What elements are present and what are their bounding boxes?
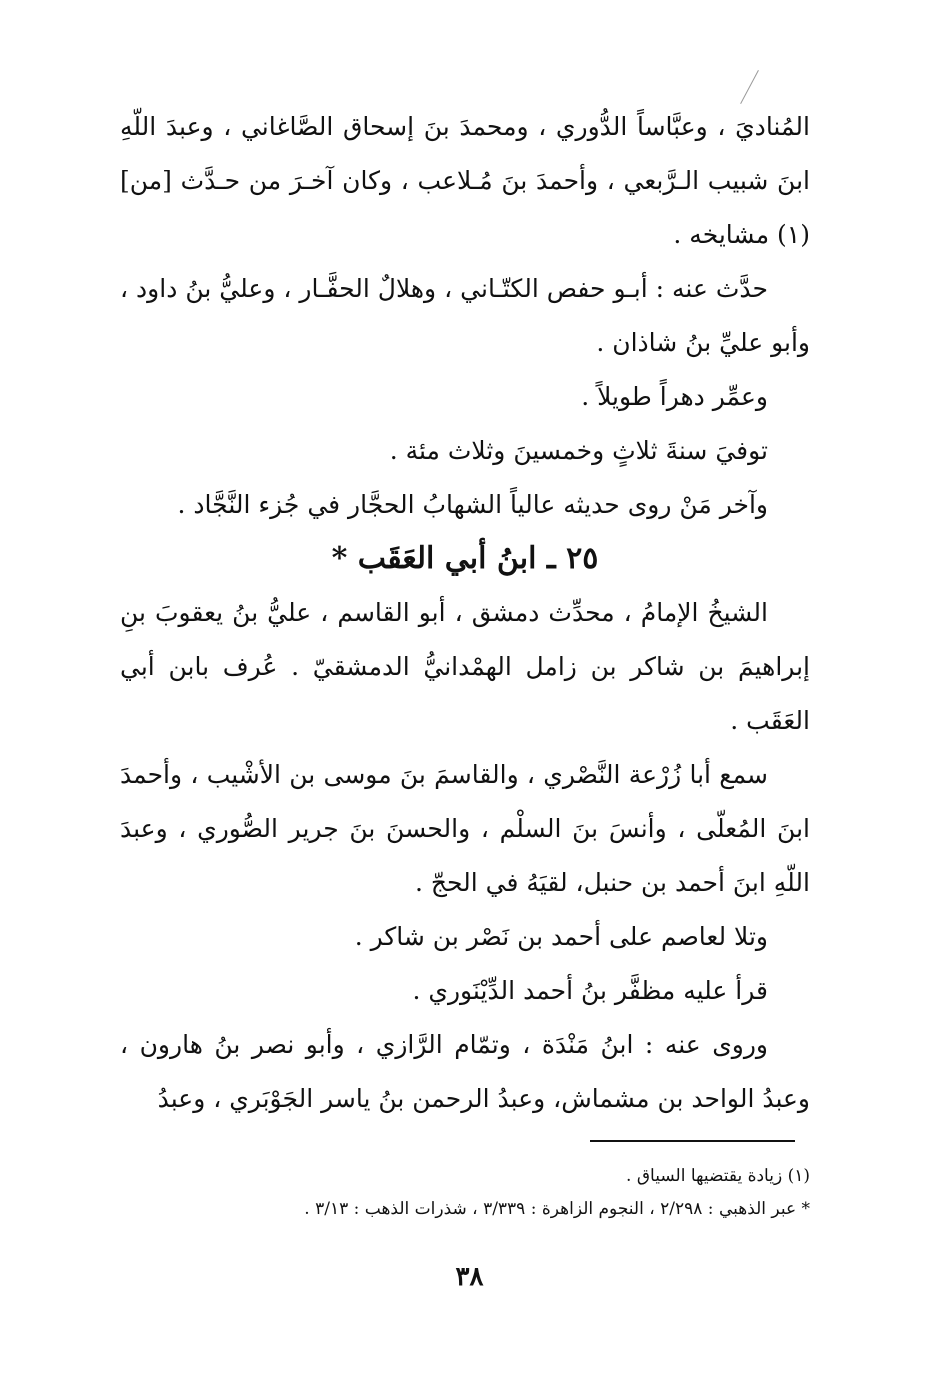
paragraph-10: وروى عنه : ابنُ مَنْدَة ، وتمّام الرَّازي ، وأبو نصر بنُ هارون ، وعبدُ الواحد بن مشماش، وعبدُ الرحمن بنُ ياسر الجَوْبَري ، وعبدُ: [120, 1030, 810, 1113]
page-number: ٣٨: [455, 1262, 484, 1292]
footnote-divider: [590, 1140, 795, 1142]
main-text-block: [120, 100, 810, 1126]
paragraph-6: الشيخُ الإمامُ ، محدِّث دمشق ، أبو القاسم ، عليُّ بنُ يعقوبَ بنِ إبراهيمَ بن شاكر بن زامل الهمْدانيُّ الدمشقيّ . عُرف بابن أبي العَقَب .: [120, 598, 810, 735]
paragraph-8: وتلا لعاصم على أحمد بن نَصْر بن شاكر .: [354, 922, 768, 951]
footnote-1: (١) زيادة يقتضيها السياق .: [626, 1166, 810, 1186]
paragraph-7: سمع أبا زُرْعة النَّصْري ، والقاسمَ بنَ موسى بن الأشْيب ، وأحمدَ ابنَ المُعلّى ، وأنسَ بنَ السلْم ، والحسنَ بنَ جرير الصُّوري ، وعبدَ اللّهِ ابنَ أحمد بن حنبل، لقيَهُ في الحجّ .: [120, 760, 810, 897]
scan-edge-mark: [740, 70, 759, 104]
paragraph-9: قرأ عليه مظفَّر بنُ أحمد الدِّيْنَوري .: [412, 976, 768, 1005]
entry-heading: ٢٥ ـ ابنُ أبي العَقَب *: [331, 541, 599, 576]
paragraph-4: توفيَ سنةَ ثلاثٍ وخمسينَ وثلاث مئة .: [389, 436, 768, 465]
paragraph-2: حدَّث عنه : أبـو حفص الكتّـاني ، وهلالٌ الحفَّـار ، وعليُّ بنُ داود ، وأبو عليِّ بنُ شاذان .: [120, 274, 810, 357]
footnotes: [120, 1160, 810, 1226]
footnote-star: * عبر الذهبي : ٢/٢٩٨ ، النجوم الزاهرة : ٣/٣٣٩ ، شذرات الذهب : ٣/١٣ .: [304, 1199, 810, 1219]
paragraph-5: وآخر مَنْ روى حديثه عالياً الشهابُ الحجَّار في جُزء النَّجَّاد .: [177, 490, 768, 519]
paragraph-3: وعمِّر دهراً طويلاً .: [581, 382, 768, 411]
paragraph-1: المُناديَ ، وعبَّاساً الدُّوري ، ومحمدَ بنَ إسحاق الصَّاغاني ، وعبدَ اللّهِ ابنَ شبيب الـرَّبعي ، وأحمدَ بنَ مُـلاعب ، وكان آخـرَ من حـدَّث [من](١) مشايخه .: [120, 112, 810, 249]
